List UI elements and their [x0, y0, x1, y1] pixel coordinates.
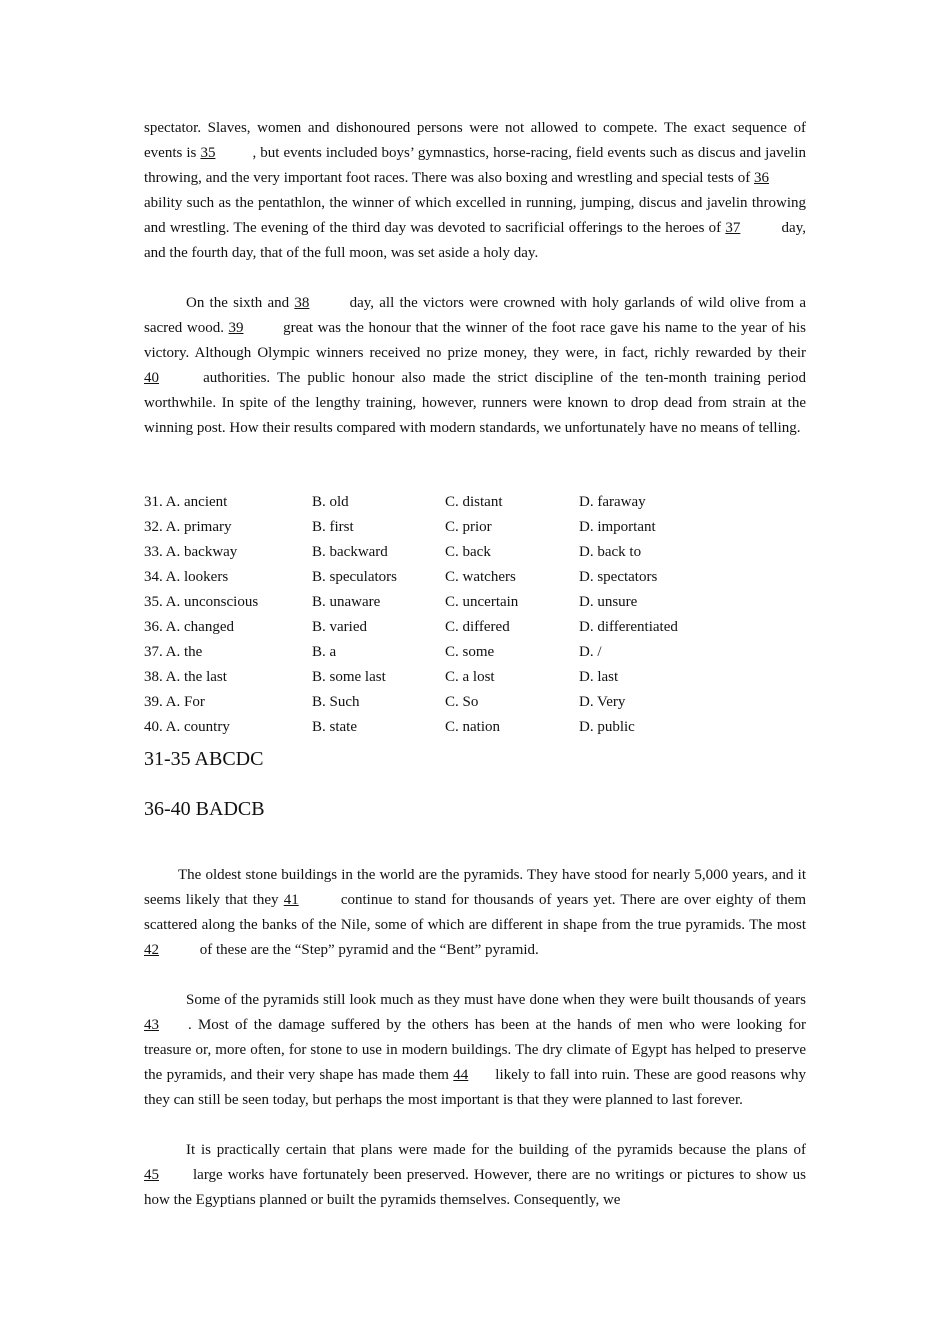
option-d: D. unsure [579, 594, 638, 610]
option-a: 31. A. ancient [144, 494, 228, 510]
option-d: D. spectators [579, 569, 658, 585]
text-run: day, and the fourth day, that of the full moon, was set aside a holy day. [144, 220, 806, 261]
option-row [144, 715, 806, 740]
text-run: continue to stand for thousands of years yet. There are over eighty of them scattered along the banks of the Nile, some of which are different in shape from the true pyramids. The most [144, 892, 806, 933]
paragraph-pyramids-1 [144, 863, 806, 963]
option-a: 37. A. the [144, 644, 203, 660]
blank-41: 41 [283, 892, 299, 908]
option-row [144, 590, 806, 615]
paragraph-olympics-1 [144, 116, 806, 266]
option-c: C. So [445, 694, 479, 710]
blank-36: 36 [754, 170, 769, 186]
option-b: B. state [312, 719, 357, 735]
option-a: 38. A. the last [144, 669, 227, 685]
answer-key-line: 36-40 BADCB [144, 798, 265, 820]
option-row [144, 665, 806, 690]
option-d: D. important [579, 519, 656, 535]
text-run: ability such as the pentathlon, the winner of which excelled in running, jumping, discus and javelin throwing and wrestling. The evening of the third day was devoted to sacrificial offerings to the heroes of [144, 195, 806, 236]
blank-37: 37 [725, 220, 741, 236]
option-row [144, 690, 806, 715]
option-d: D. / [579, 644, 602, 660]
text-run: The oldest stone buildings in the world are the pyramids. They have stood for nearly 5,000 years, and it seems likely that they [144, 867, 806, 908]
option-row [144, 640, 806, 665]
text-run: large works have fortunately been preserved. However, there are no writings or pictures to show us how the Egyptians planned or built the pyramids themselves. Consequently, we [144, 1167, 806, 1208]
paragraph-pyramids-2 [144, 988, 806, 1113]
option-a: 35. A. unconscious [144, 594, 259, 610]
option-row [144, 540, 806, 565]
text-run: spectator. Slaves, women and dishonoured persons were not allowed to compete. The exact sequence of events is [144, 120, 806, 161]
option-b: B. varied [312, 619, 367, 635]
option-a: 34. A. lookers [144, 569, 229, 585]
text-run: , but events included boys’ gymnastics, horse-racing, field events such as discus and javelin throwing, and the very important foot races. There was also boxing and wrestling and special tests of [144, 145, 806, 186]
option-c: C. uncertain [445, 594, 519, 610]
option-a: 33. A. backway [144, 544, 238, 560]
option-d: D. Very [579, 694, 626, 710]
option-b: B. old [312, 494, 349, 510]
option-c: C. some [445, 644, 495, 660]
option-b: B. speculators [312, 569, 397, 585]
text-run: . Most of the damage suffered by the others has been at the hands of men who were looking for treasure or, more often, for stone to use in modern buildings. The dry climate of Egypt has helped to preserve the pyramids, and their very shape has made them [144, 1017, 806, 1083]
option-b: B. backward [312, 544, 388, 560]
option-c: C. nation [445, 719, 500, 735]
option-c: C. a lost [445, 669, 495, 685]
option-b: B. some last [312, 669, 386, 685]
option-d: D. faraway [579, 494, 646, 510]
blank-38: 38 [294, 295, 310, 311]
option-d: D. differentiated [579, 619, 678, 635]
text-run: It is practically certain that plans were made for the building of the pyramids because the plans of [186, 1142, 806, 1158]
text-run: likely to fall into ruin. These are good reasons why they can still be seen today, but perhaps the most important is that they were planned to last forever. [144, 1067, 806, 1108]
option-c: C. back [445, 544, 491, 560]
blank-35: 35 [200, 145, 216, 161]
option-a: 39. A. For [144, 694, 205, 710]
option-d: D. last [579, 669, 619, 685]
option-row [144, 615, 806, 640]
option-a: 32. A. primary [144, 519, 232, 535]
option-b: B. unaware [312, 594, 381, 610]
blank-44: 44 [453, 1067, 469, 1083]
blank-43: 43 [144, 1017, 159, 1033]
option-b: B. first [312, 519, 354, 535]
blank-45: 45 [144, 1167, 159, 1183]
paragraph-pyramids-3 [144, 1138, 806, 1213]
option-b: B. Such [312, 694, 360, 710]
option-a: 36. A. changed [144, 619, 234, 635]
blank-42: 42 [144, 942, 159, 958]
text-run: Some of the pyramids still look much as they must have done when they were built thousands of years [186, 992, 806, 1008]
option-c: C. distant [445, 494, 503, 510]
option-c: C. watchers [445, 569, 516, 585]
paragraph-olympics-2 [144, 291, 806, 441]
option-row [144, 490, 806, 515]
option-b: B. a [312, 644, 337, 660]
text-run: authorities. The public honour also made the strict discipline of the ten-month training period worthwhile. In spite of the lengthy training, however, runners were known to drop dead from strain at the winning post. How their results compared with modern standards, we unfortunately have no means of telling. [144, 370, 806, 436]
text-run: day, all the victors were crowned with holy garlands of wild olive from a sacred wood. [144, 295, 806, 336]
blank-39: 39 [228, 320, 244, 336]
option-row [144, 515, 806, 540]
option-d: D. back to [579, 544, 642, 560]
option-row [144, 565, 806, 590]
options-list [144, 490, 806, 740]
text-run: great was the honour that the winner of the foot race gave his name to the year of his victory. Although Olympic winners received no prize money, they were, in fact, richly rewarded by their [144, 320, 807, 361]
text-run: On the sixth and [186, 295, 295, 311]
text-run: of these are the “Step” pyramid and the “Bent” pyramid. [196, 942, 539, 958]
blank-40: 40 [144, 370, 159, 386]
option-c: C. differed [445, 619, 510, 635]
option-a: 40. A. country [144, 719, 230, 735]
option-c: C. prior [445, 519, 492, 535]
option-d: D. public [579, 719, 635, 735]
answer-key-line: 31-35 ABCDC [144, 748, 264, 770]
